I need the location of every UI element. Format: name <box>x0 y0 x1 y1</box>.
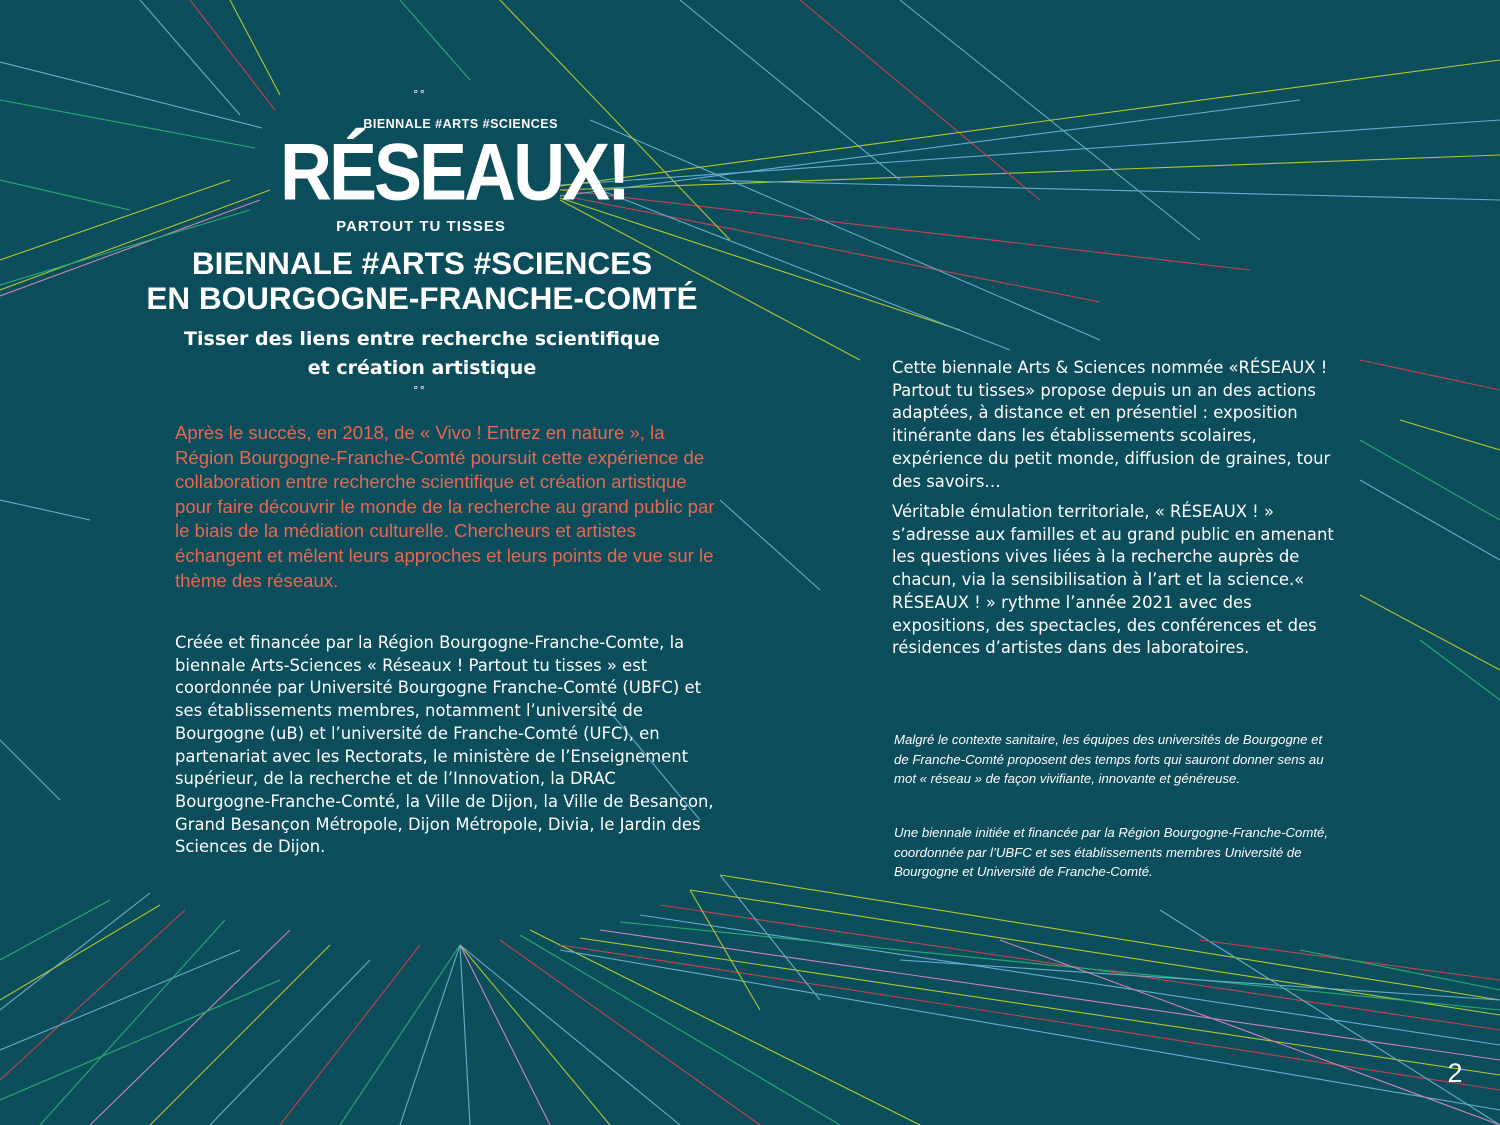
logo-tagline: BIENNALE #ARTS #SCIENCES <box>363 117 558 131</box>
right-paragraph-1: Cette biennale Arts & Sciences nommée «RÉSEAUX ! Partout tu tisses» propose depuis un an des actions adaptées, à distance et en présentiel : exposition itinérante dans les établissements scolaires, expérience du petit monde, diffusion de graines, tour des savoirs… <box>892 358 1331 491</box>
heading-line-1: BIENNALE #ARTS #SCIENCES <box>191 245 653 281</box>
italic-note-2: Une biennale initiée et financée par la Région Bourgogne-Franche-Comté, coordonnée par l’UBFC et ses établissements membres Université de Bourgogne et Université de Franche-Comté. <box>894 825 1328 880</box>
body-left-paragraph: Créée et financée par la Région Bourgogne-Franche-Comte, la biennale Arts-Sciences « Réseaux ! Partout tu tisses » est coordonnée par Université Bourgogne Franche-Comté (UBFC) et ses établissements membres, notamment l’université de Bourgogne (uB) et l’université de Franche-Comté (UFC), en partenariat avec les Rectorats, le ministère de l’Enseignement supérieur, de la recherche et de l’Innovation, la DRAC Bourgogne-Franche-Comté, la Ville de Dijon, la Ville de Besançon, Grand Besançon Métropole, Dijon Métropole, Divia, le Jardin des Sciences de Dijon. <box>175 633 714 857</box>
logo-wordmark: RÉSEAUX! <box>280 127 629 218</box>
page-number: 2 <box>1447 1058 1463 1088</box>
right-paragraph-2: Véritable émulation territoriale, « RÉSEAUX ! » s’adresse aux familles et au grand public en amenant les questions vives liées à la recherche auprès de chacun, via la sensibilisation à l’art et la science.« RÉSEAUX ! » rythme l’année 2021 avec des expositions, des spectacles, des conférences et des résidences d’artistes dans des laboratoires. <box>892 502 1334 658</box>
intro-paragraph: Après le succès, en 2018, de « Vivo ! Entrez en nature », la Région Bourgogne-Franche-Comté poursuit cette expérience de collaboration entre recherche scientifique et création artistique pour faire découvrir le monde de la recherche au grand public par le biais de la médiation culturelle. Chercheurs et artistes échangent et mêlent leurs approches et leurs points de vue sur le thème des réseaux. <box>175 422 715 591</box>
logo-subtitle: PARTOUT TU TISSES <box>336 218 506 235</box>
subheading-line-1: Tisser des liens entre recherche scientifique <box>184 328 660 350</box>
decorative-dots-bottom: °° <box>413 384 426 397</box>
heading-line-2: EN BOURGOGNE-FRANCHE-COMTÉ <box>146 280 698 316</box>
page-heading <box>60 246 784 316</box>
page-subheading <box>110 325 734 383</box>
subheading-line-2: et création artistique <box>307 357 537 379</box>
italic-note-1: Malgré le contexte sanitaire, les équipes des universités de Bourgogne et de Franche-Comté proposent des temps forts qui sauront donner sens au mot « réseau » de façon vivifiante, innovante et généreuse. <box>894 732 1324 787</box>
decorative-dots-top: °° <box>413 88 426 101</box>
